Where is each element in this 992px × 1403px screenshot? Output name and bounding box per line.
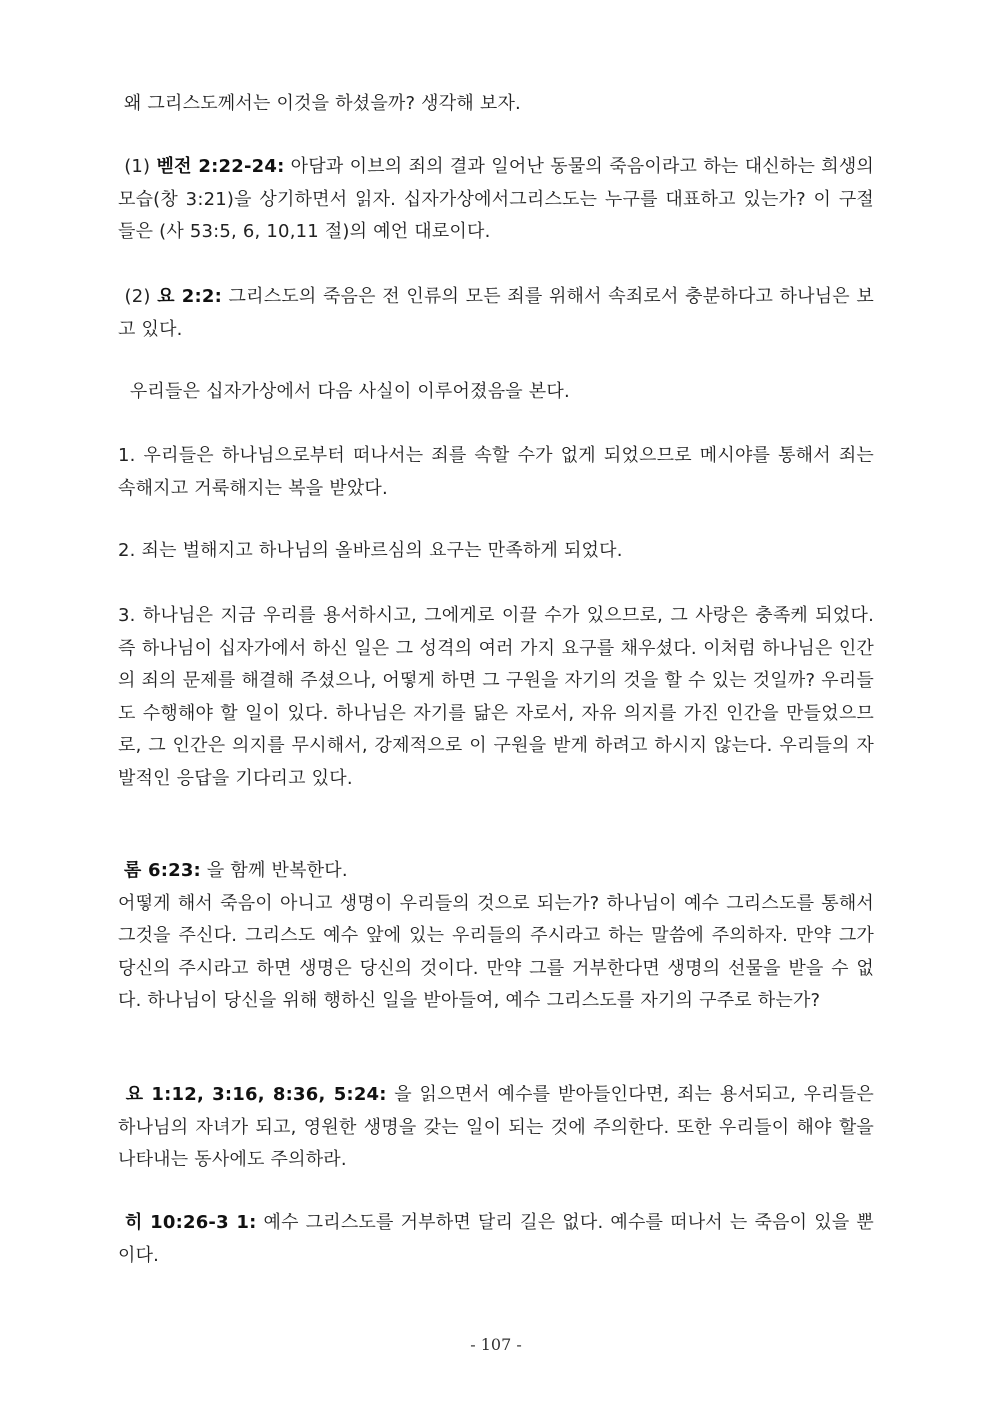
- paragraph-hebrews-text: 예수 그리스도를 거부하면 달리 길은 없다. 예수를 떠나서 는 죽음이 있을 뿐이다.: [118, 1212, 874, 1266]
- paragraph-3-text: 우리들은 십자가상에서 다음 사실이 이루어졌음을 본다.: [129, 381, 570, 402]
- page-number: - 107 -: [470, 1335, 522, 1354]
- paragraph-john: [118, 1079, 874, 1177]
- paragraph-2: [118, 281, 874, 346]
- paragraph-john-reference: 요 1:12, 3:16, 8:36, 5:24:: [125, 1084, 387, 1105]
- list-item-1-text: 1. 우리들은 하나님으로부터 떠나서는 죄를 속할 수가 없게 되었으므로 메시야를 통해서 죄는 속해지고 거룩해지는 복을 받았다.: [118, 445, 874, 499]
- paragraph-romans-lead: 을 함께 반복한다.: [200, 860, 348, 881]
- list-item-2-text: 2. 죄는 벌해지고 하나님의 올바르심의 요구는 만족하게 되었다.: [118, 540, 623, 561]
- list-item-1: [118, 440, 874, 505]
- list-item-3-text: 3. 하나님은 지금 우리를 용서하시고, 그에게로 이끌 수가 있으므로, 그 사랑은 충족케 되었다. 즉 하나님이 십자가에서 하신 일은 그 성격의 여러 가지 요구를 채우셨다. 이처럼 하나님은 인간의 죄의 문제를 해결해 주셨으나, 어떻게 하면 그 구원을 자기의 것을 할 수 있는 것일까? 우리들도 수행해야 할 일이 있다. 하나님은 자기를 닮은 자로서, 자유 의지를 가진 인간을 만들었으므로, 그 인간은 의지를 무시해서, 강제적으로 이 구원을 받게 하려고 하시지 않는다. 우리들의 자발적인 응답을 기다리고 있다.: [118, 605, 874, 789]
- intro-question-text: 왜 그리스도께서는 이것을 하셨을까? 생각해 보자.: [123, 93, 521, 114]
- paragraph-romans-reference: 롬 6:23:: [123, 860, 201, 881]
- paragraph-2-reference: 요 2:2:: [157, 286, 223, 307]
- paragraph-romans-text: 어떻게 해서 죽음이 아니고 생명이 우리들의 것으로 되는가? 하나님이 예수 그리스도를 통해서 그것을 주신다. 그리스도 예수 앞에 있는 우리들의 주시라고 하는 말씀에 주의하자. 만약 그가 당신의 주시라고 하면 생명은 당신의 것이다. 만약 그를 거부한다면 생명의 선물을 받을 수 없다. 하나님이 당신을 위해 행하신 일을 받아들여, 예수 그리스도를 자기의 구주로 하는가?: [118, 892, 874, 1011]
- list-item-3: [118, 600, 874, 795]
- paragraph-1-reference: 벧전 2:22-24:: [156, 156, 285, 177]
- paragraph-john-text: 을 읽으면서 예수를 받아들인다면, 죄는 용서되고, 우리들은 하나님의 자녀가 되고, 영원한 생명을 갖는 일이 되는 것에 주의한다. 또한 우리들이 해야 할을 나타내는 동사에도 주의하라.: [118, 1084, 874, 1170]
- paragraph-1-text: 아담과 이브의 죄의 결과 일어난 동물의 죽음이라고 하는 대신하는 희생의 모습(창 3:21)을 상기하면서 읽자. 십자가상에서그리스도는 누구를 대표하고 있는가? 이 구절들은 (사 53:5, 6, 10,11 절)의 예언 대로이다.: [118, 156, 874, 242]
- paragraph-2-text: 그리스도의 죽음은 전 인류의 모든 죄를 위해서 속죄로서 충분하다고 하나님은 보고 있다.: [118, 286, 874, 340]
- paragraph-hebrews-reference: 히 10:26-3 1:: [125, 1212, 257, 1233]
- paragraph-1: [118, 151, 874, 249]
- list-item-2: [118, 535, 874, 568]
- paragraph-2-prefix: (2): [124, 286, 158, 307]
- paragraph-3: [118, 376, 874, 409]
- paragraph-hebrews: [118, 1207, 874, 1272]
- intro-question: [118, 88, 874, 121]
- paragraph-1-prefix: (1): [124, 156, 157, 177]
- paragraph-romans: [118, 855, 874, 1018]
